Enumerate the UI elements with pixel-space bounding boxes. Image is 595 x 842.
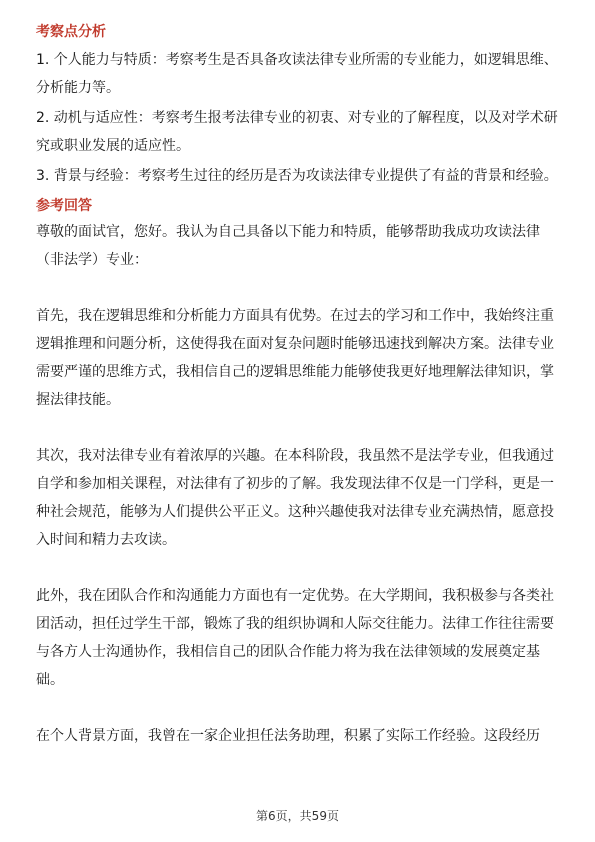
analysis-item-2: 2. 动机与适应性：考察考生报考法律专业的初衷、对专业的了解程度，以及对学术研究或职业发展的适应性。	[36, 110, 558, 154]
answer-paragraph-4: 在个人背景方面，我曾在一家企业担任法务助理，积累了实际工作经验。这段经历	[36, 728, 540, 744]
answer-paragraph-3: 此外，我在团队合作和沟通能力方面也有一定优势。在大学期间，我积极参与各类社团活动，担任过学生干部，锻炼了我的组织协调和人际交往能力。法律工作往往需要与各方人士沟通协作，我相信自己的团队合作能力将为我在法律领域的发展奠定基础。	[36, 588, 554, 688]
answer-heading: 参考回答	[36, 198, 92, 214]
answer-paragraph-2: 其次，我对法律专业有着浓厚的兴趣。在本科阶段，我虽然不是法学专业，但我通过自学和参加相关课程，对法律有了初步的了解。我发现法律不仅是一门学科，更是一种社会规范，能够为人们提供公平正义。这种兴趣使我对法律专业充满热情，愿意投入时间和精力去攻读。	[36, 448, 554, 548]
document-page	[36, 20, 563, 750]
analysis-heading: 考察点分析	[36, 24, 106, 40]
answer-intro: 尊敬的面试官，您好。我认为自己具备以下能力和特质，能够帮助我成功攻读法律（非法学）专业：	[36, 224, 540, 268]
analysis-item-1: 1. 个人能力与特质：考察考生是否具备攻读法律专业所需的专业能力，如逻辑思维、分析能力等。	[36, 52, 558, 96]
analysis-item-3: 3. 背景与经验：考察考生过往的经历是否为攻读法律专业提供了有益的背景和经验。	[36, 168, 558, 184]
answer-paragraph-1: 首先，我在逻辑思维和分析能力方面具有优势。在过去的学习和工作中，我始终注重逻辑推理和问题分析，这使得我在面对复杂问题时能够迅速找到解决方案。法律专业需要严谨的思维方式，我相信自己的逻辑思维能力能够使我更好地理解法律知识，掌握法律技能。	[36, 308, 554, 408]
page-number: 第6页，共59页	[256, 809, 339, 823]
